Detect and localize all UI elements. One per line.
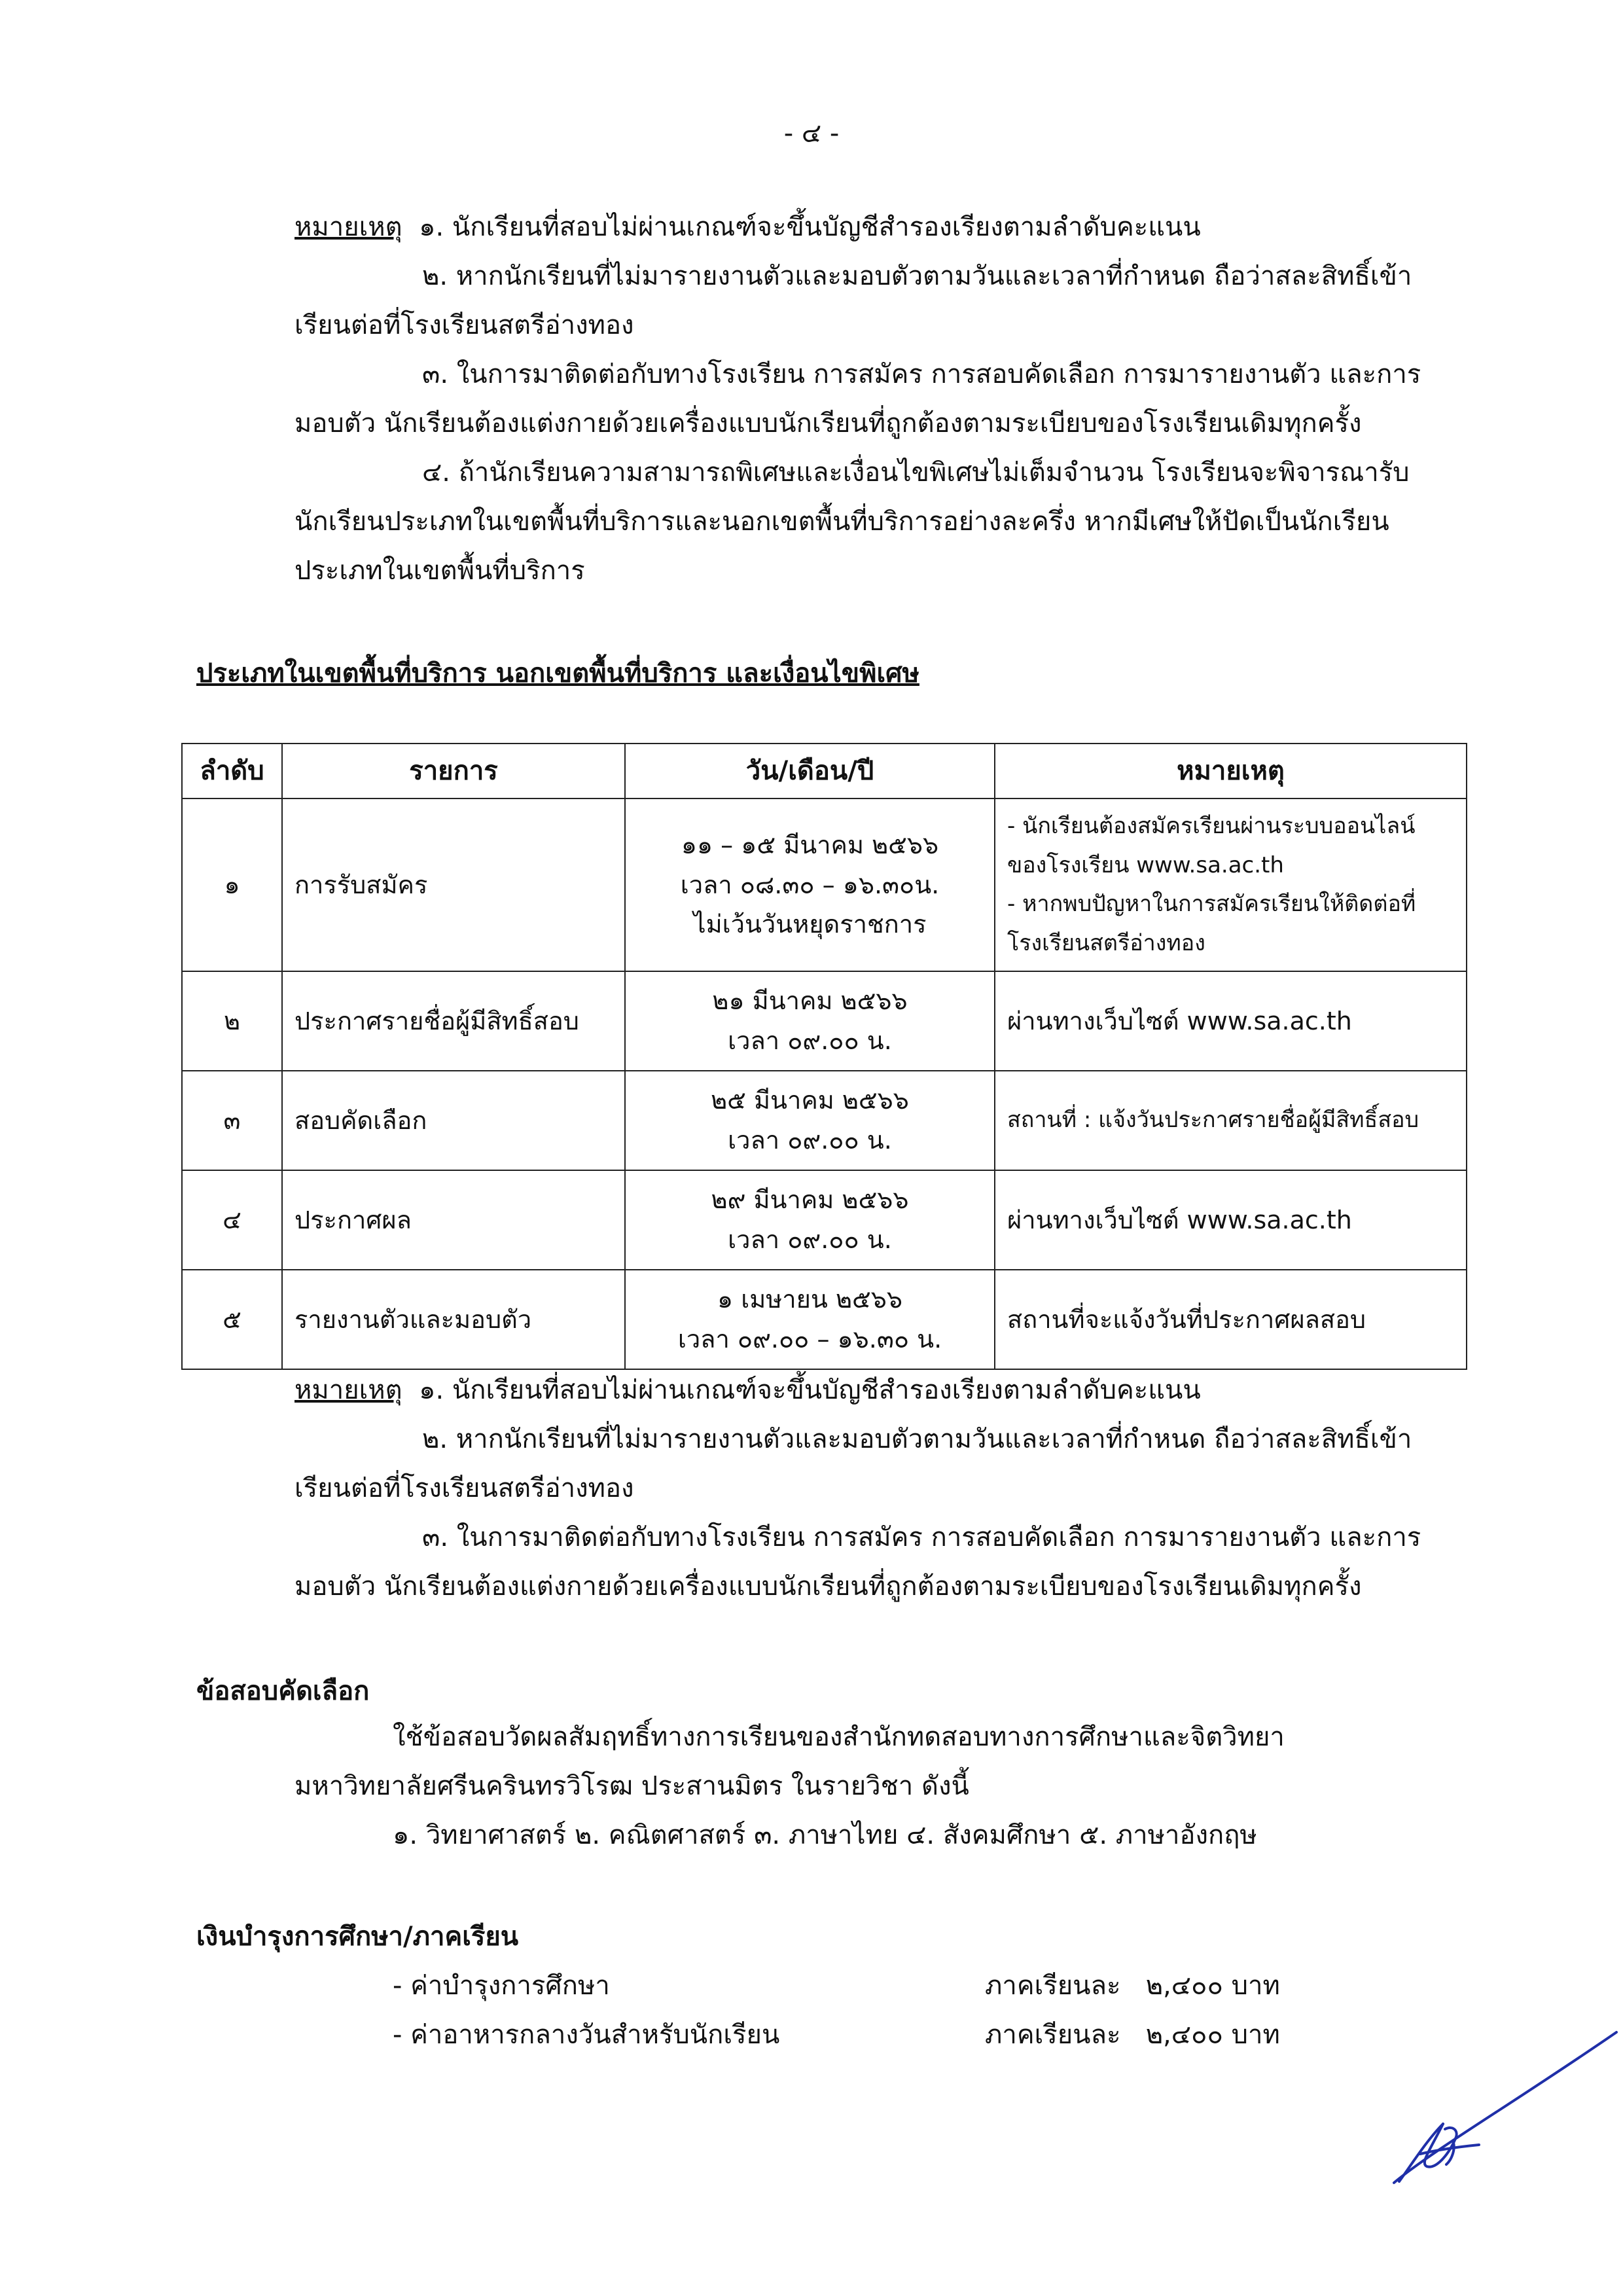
note-item-3b: มอบตัว นักเรียนต้องแต่งกายด้วยเครื่องแบบนักเรียนที่ถูกต้องตามระเบียบของโรงเรียนเดิมทุกครั้ง — [294, 408, 1362, 439]
row-remark: สถานที่ : แจ้งวันประกาศรายชื่อผู้มีสิทธิ์สอบ — [995, 1071, 1467, 1170]
fee-per: ภาคเรียนละ — [985, 2020, 1121, 2050]
row-item: การรับสมัคร — [282, 798, 625, 971]
row-date — [625, 1170, 995, 1270]
header-item: รายการ — [282, 744, 625, 798]
row-item: สอบคัดเลือก — [282, 1071, 625, 1170]
signature-icon — [1381, 2026, 1623, 2196]
row-item: ประกาศรายชื่อผู้มีสิทธิ์สอบ — [282, 971, 625, 1071]
table-header-row — [182, 744, 1467, 798]
fee-per: ภาคเรียนละ — [985, 1971, 1121, 2001]
row-remark-line: ของโรงเรียน www.sa.ac.th — [1007, 852, 1284, 878]
exam-body — [294, 1718, 1486, 1865]
row-date-line: เวลา ๐๘.๓๐ – ๑๖.๓๐น. — [680, 870, 940, 899]
row-date — [625, 1270, 995, 1369]
note-item-4c: ประเภทในเขตพื้นที่บริการ — [294, 556, 585, 586]
row-date-line: ๒๑ มีนาคม ๒๕๖๖ — [712, 986, 908, 1016]
fees-heading: เงินบำรุงการศึกษา/ภาคเรียน — [196, 1922, 519, 1952]
exam-line-2: มหาวิทยาลัยศรีนครินทรวิโรฒ ประสานมิตร ในรายวิชา ดังนี้ — [294, 1771, 969, 1801]
row-item: รายงานตัวและมอบตัว — [282, 1270, 625, 1369]
fee-item-tuition — [393, 1967, 610, 2005]
row-no: ๕ — [182, 1270, 282, 1369]
row-date-line: ไม่เว้นวันหยุดราชการ — [693, 910, 927, 939]
note-item-2b: เรียนต่อที่โรงเรียนสตรีอ่างทอง — [294, 310, 634, 340]
notes-top — [294, 208, 1472, 601]
fee-amount-tuition — [985, 1967, 1280, 2005]
section-heading: ประเภทในเขตพื้นที่บริการ นอกเขตพื้นที่บริการ และเงื่อนไขพิเศษ — [196, 658, 919, 689]
note-item-3a: ๓. ในการมาติดต่อกับทางโรงเรียน การสมัคร การสอบคัดเลือก การมารายงานตัว และการ — [422, 1522, 1421, 1552]
note-item-2a: ๒. หากนักเรียนที่ไม่มารายงานตัวและมอบตัวตามวันและเวลาที่กำหนด ถือว่าสละสิทธิ์เข้า — [422, 1424, 1412, 1454]
row-date-line: เวลา ๐๙.๐๐ – ๑๖.๓๐ น. — [677, 1325, 942, 1354]
row-date-line: ๒๕ มีนาคม ๒๕๖๖ — [711, 1086, 909, 1115]
row-remark-line: - นักเรียนต้องสมัครเรียนผ่านระบบออนไลน์ — [1007, 813, 1416, 839]
table-row — [182, 798, 1467, 971]
fee-unit: บาท — [1231, 1971, 1280, 2001]
row-date-line: เวลา ๐๙.๐๐ น. — [728, 1126, 892, 1155]
fee-amount: ๒,๔๐๐ — [1145, 1971, 1223, 2001]
header-remark: หมายเหตุ — [995, 744, 1467, 798]
table-row — [182, 1170, 1467, 1270]
row-remark-line: โรงเรียนสตรีอ่างทอง — [1007, 929, 1205, 956]
row-remark-line: - หากพบปัญหาในการสมัครเรียนให้ติดต่อที่ — [1007, 891, 1416, 917]
row-date — [625, 798, 995, 971]
note-item-1-text: ๑. นักเรียนที่สอบไม่ผ่านเกณฑ์จะขึ้นบัญชีสำรองเรียงตามลำดับคะแนน — [419, 1375, 1201, 1405]
exam-subjects: ๑. วิทยาศาสตร์ ๒. คณิตศาสตร์ ๓. ภาษาไทย ๔. สังคมศึกษา ๕. ภาษาอังกฤษ — [393, 1820, 1257, 1850]
note-item-2b: เรียนต่อที่โรงเรียนสตรีอ่างทอง — [294, 1473, 634, 1503]
row-remark: ผ่านทางเว็บไซต์ www.sa.ac.th — [995, 1170, 1467, 1270]
row-item: ประกาศผล — [282, 1170, 625, 1270]
note-item-3b: มอบตัว นักเรียนต้องแต่งกายด้วยเครื่องแบบนักเรียนที่ถูกต้องตามระเบียบของโรงเรียนเดิมทุกครั้ง — [294, 1571, 1362, 1602]
fee-label: - ค่าอาหารกลางวันสำหรับนักเรียน — [393, 2020, 780, 2050]
schedule-table — [181, 743, 1467, 1370]
note-item-2a: ๒. หากนักเรียนที่ไม่มารายงานตัวและมอบตัวตามวันและเวลาที่กำหนด ถือว่าสละสิทธิ์เข้า — [422, 261, 1412, 291]
row-date-line: ๒๙ มีนาคม ๒๕๖๖ — [711, 1185, 909, 1215]
table-row — [182, 1071, 1467, 1170]
fee-item-lunch — [393, 2016, 779, 2054]
exam-heading: ข้อสอบคัดเลือก — [196, 1676, 370, 1706]
row-remark: สถานที่จะแจ้งวันที่ประกาศผลสอบ — [995, 1270, 1467, 1369]
row-remark: ผ่านทางเว็บไซต์ www.sa.ac.th — [995, 971, 1467, 1071]
row-no: ๑ — [182, 798, 282, 971]
fee-label: - ค่าบำรุงการศึกษา — [393, 1971, 610, 2001]
fee-unit: บาท — [1231, 2020, 1280, 2050]
row-date-line: เวลา ๐๙.๐๐ น. — [728, 1225, 892, 1254]
note-item-4a: ๔. ถ้านักเรียนความสามารถพิเศษและเงื่อนไขพิเศษไม่เต็มจำนวน โรงเรียนจะพิจารณารับ — [422, 457, 1410, 488]
row-date — [625, 1071, 995, 1170]
notes-bottom — [294, 1371, 1472, 1617]
note-heading: หมายเหตุ — [294, 212, 402, 242]
row-no: ๓ — [182, 1071, 282, 1170]
header-date: วัน/เดือน/ปี — [625, 744, 995, 798]
exam-line-1: ใช้ข้อสอบวัดผลสัมฤทธิ์ทางการเรียนของสำนักทดสอบทางการศึกษาและจิตวิทยา — [393, 1722, 1285, 1752]
note-item-1-text: ๑. นักเรียนที่สอบไม่ผ่านเกณฑ์จะขึ้นบัญชีสำรองเรียงตามลำดับคะแนน — [419, 212, 1201, 242]
note-item-3a: ๓. ในการมาติดต่อกับทางโรงเรียน การสมัคร การสอบคัดเลือก การมารายงานตัว และการ — [422, 359, 1421, 389]
row-remark — [995, 798, 1467, 971]
row-date-line: ๑๑ – ๑๕ มีนาคม ๒๕๖๖ — [681, 830, 939, 859]
page-number: - ๔ - — [783, 118, 840, 149]
row-date-line: ๑ เมษายน ๒๕๖๖ — [717, 1285, 902, 1314]
fee-amount: ๒,๔๐๐ — [1145, 2020, 1223, 2050]
row-date — [625, 971, 995, 1071]
note-item-1 — [294, 208, 1472, 257]
note-heading: หมายเหตุ — [294, 1375, 402, 1405]
note-item-4b: นักเรียนประเภทในเขตพื้นที่บริการและนอกเขตพื้นที่บริการอย่างละครึ่ง หากมีเศษให้ปัดเป็นนักเรียน — [294, 507, 1389, 537]
table-row — [182, 971, 1467, 1071]
table-row — [182, 1270, 1467, 1369]
note-item-1 — [294, 1371, 1472, 1420]
row-date-line: เวลา ๐๙.๐๐ น. — [728, 1026, 892, 1055]
fee-amount-lunch — [985, 2016, 1280, 2054]
row-no: ๔ — [182, 1170, 282, 1270]
row-no: ๒ — [182, 971, 282, 1071]
header-no: ลำดับ — [182, 744, 282, 798]
